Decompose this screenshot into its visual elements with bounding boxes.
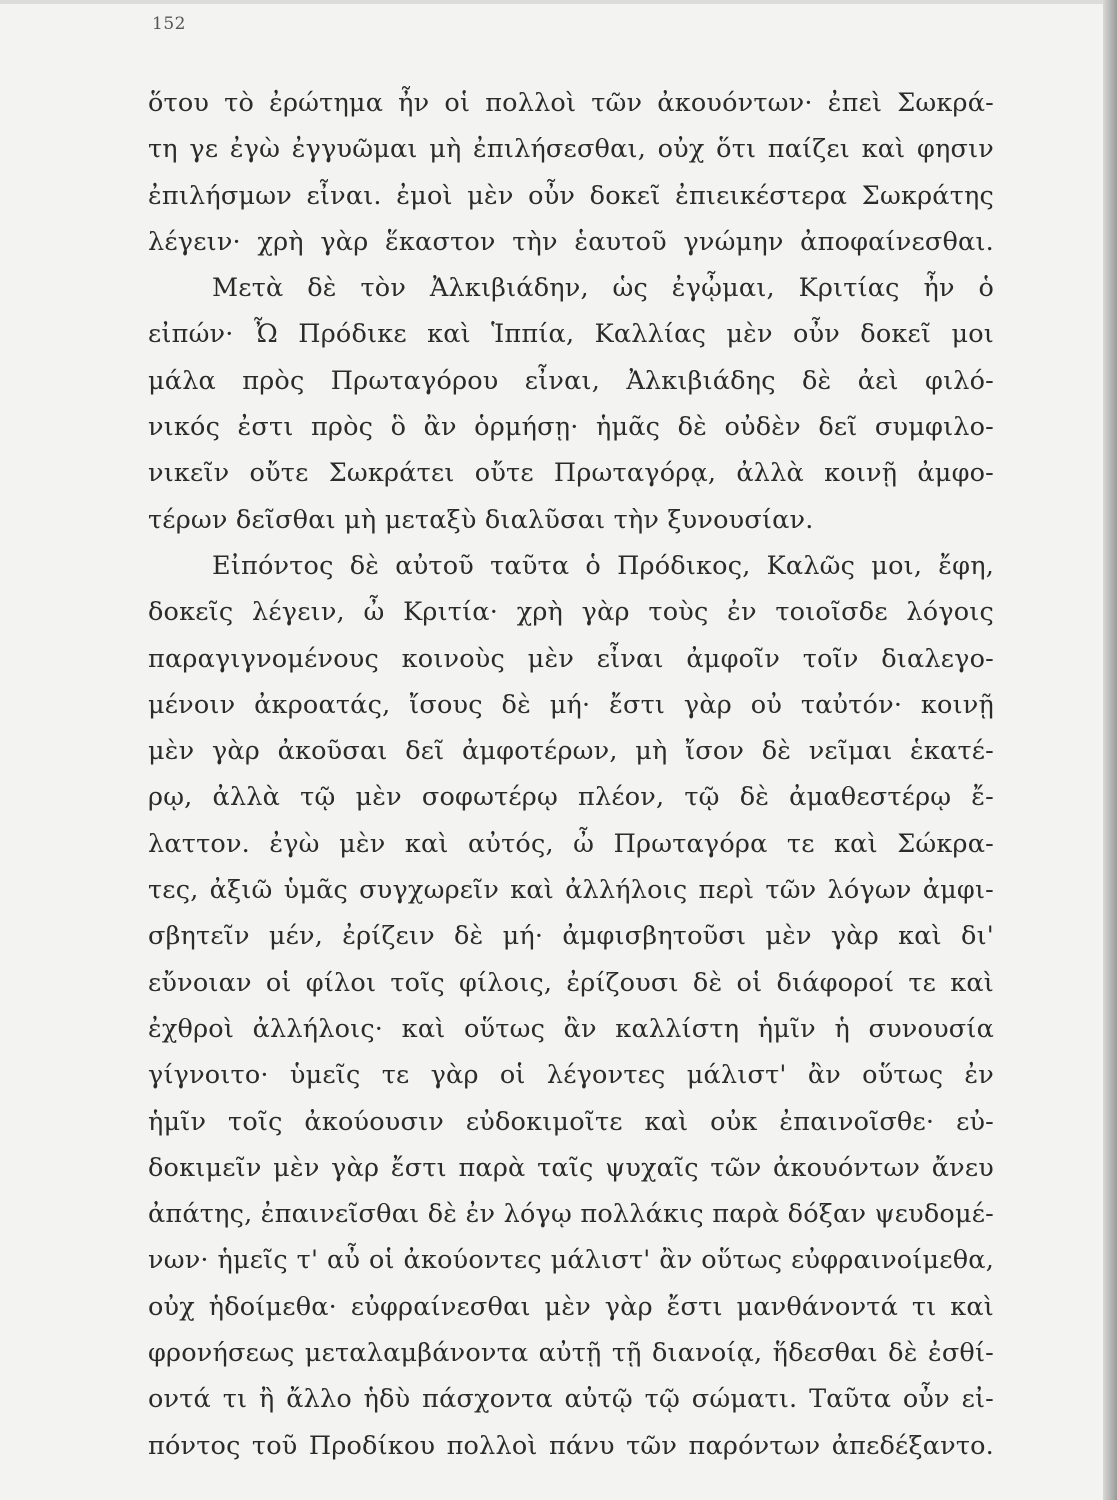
text-line: φρονήσεως μεταλαμβάνοντα αὐτῇ τῇ διανοίᾳ, ἥδεσθαι δὲ ἐσθί-: [148, 1338, 994, 1369]
text-line: μάλα πρὸς Πρωταγόρου εἶναι, Ἀλκιβιάδης δὲ ἀεὶ φιλό-: [148, 365, 994, 396]
text-line: μὲν γὰρ ἀκοῦσαι δεῖ ἀμφοτέρων, μὴ ἴσον δὲ νεῖμαι ἑκατέ-: [148, 736, 994, 767]
paragraph-start-line: Μετὰ δὲ τὸν Ἀλκιβιάδην, ὡς ἐγᾦμαι, Κριτίας ἦν ὁ: [212, 273, 994, 304]
page-top-edge: [0, 0, 1117, 4]
text-line: νικός ἐστι πρὸς ὃ ἂν ὁρμήσῃ· ἡμᾶς δὲ οὐδὲν δεῖ συμφιλο-: [148, 412, 994, 443]
text-line: εὔνοιαν οἱ φίλοι τοῖς φίλοις, ἐρίζουσι δὲ οἱ διάφοροί τε καὶ: [148, 967, 994, 998]
page-number: 152: [152, 14, 186, 34]
text-line: γίγνοιτο· ὑμεῖς τε γὰρ οἱ λέγοντες μάλιστ' ἂν οὕτως ἐν: [148, 1060, 994, 1091]
paragraph-start-line: Εἰπόντος δὲ αὐτοῦ ταῦτα ὁ Πρόδικος, Καλῶς μοι, ἔφη,: [212, 550, 994, 581]
text-line: λέγειν· χρὴ γὰρ ἕκαστον τὴν ἑαυτοῦ γνώμην ἀποφαίνεσθαι.: [148, 226, 994, 257]
text-line: σβητεῖν μέν, ἐρίζειν δὲ μή· ἀμφισβητοῦσι μὲν γὰρ καὶ δι': [148, 921, 994, 952]
text-line: ρῳ, ἀλλὰ τῷ μὲν σοφωτέρῳ πλέον, τῷ δὲ ἀμαθεστέρῳ ἔ-: [148, 782, 994, 813]
text-line: παραγιγνομένους κοινοὺς μὲν εἶναι ἀμφοῖν τοῖν διαλεγο-: [148, 643, 994, 674]
text-line: τη γε ἐγὼ ἐγγυῶμαι μὴ ἐπιλήσεσθαι, οὐχ ὅτι παίζει καὶ φησιν: [148, 134, 994, 165]
text-line: ἀπάτης, ἐπαινεῖσθαι δὲ ἐν λόγῳ πολλάκις παρὰ δόξαν ψευδομέ-: [148, 1199, 994, 1230]
text-line: μένοιν ἀκροατάς, ἴσους δὲ μή· ἔστι γὰρ οὐ ταὐτόν· κοινῇ: [148, 689, 994, 720]
text-line: εἰπών· Ὦ Πρόδικε καὶ Ἱππία, Καλλίας μὲν οὖν δοκεῖ μοι: [148, 319, 994, 350]
text-line: οντά τι ἢ ἄλλο ἡδὺ πάσχοντα αὐτῷ τῷ σώματι. Ταῦτα οὖν εἰ-: [148, 1384, 994, 1415]
text-line: ἐπιλήσμων εἶναι. ἐμοὶ μὲν οὖν δοκεῖ ἐπιεικέστερα Σωκράτης: [148, 180, 994, 211]
text-line: νικεῖν οὔτε Σωκράτει οὔτε Πρωταγόρᾳ, ἀλλὰ κοινῇ ἀμφο-: [148, 458, 994, 489]
text-line: τες, ἀξιῶ ὑμᾶς συγχωρεῖν καὶ ἀλλήλοις περὶ τῶν λόγων ἀμφι-: [148, 875, 994, 906]
page-right-edge: [1103, 0, 1117, 1500]
paragraph-end-line: πόντος τοῦ Προδίκου πολλοὶ πάνυ τῶν παρόντων ἀπεδέξαντο.: [148, 1430, 994, 1461]
text-line: νων· ἡμεῖς τ' αὖ οἱ ἀκούοντες μάλιστ' ἂν οὕτως εὐφραινοίμεθα,: [148, 1245, 994, 1276]
text-line: λαττον. ἐγὼ μὲν καὶ αὐτός, ὦ Πρωταγόρα τε καὶ Σώκρα-: [148, 828, 994, 859]
paragraph-end-line: τέρων δεῖσθαι μὴ μεταξὺ διαλῦσαι τὴν ξυνουσίαν.: [148, 504, 814, 535]
text-line: δοκιμεῖν μὲν γὰρ ἔστι παρὰ ταῖς ψυχαῖς τῶν ἀκουόντων ἄνευ: [148, 1152, 994, 1183]
text-line: ἡμῖν τοῖς ἀκούουσιν εὐδοκιμοῖτε καὶ οὐκ ἐπαινοῖσθε· εὐ-: [148, 1106, 994, 1137]
text-line: οὐχ ἡδοίμεθα· εὐφραίνεσθαι μὲν γὰρ ἔστι μανθάνοντά τι καὶ: [148, 1291, 994, 1322]
text-line: ὅτου τὸ ἐρώτημα ἦν οἱ πολλοὶ τῶν ἀκουόντων· ἐπεὶ Σωκρά-: [148, 88, 994, 118]
body-text: [148, 80, 994, 1469]
text-line: δοκεῖς λέγειν, ὦ Κριτία· χρὴ γὰρ τοὺς ἐν τοιοῖσδε λόγοις: [148, 597, 994, 628]
text-line: ἐχθροὶ ἀλλήλοις· καὶ οὕτως ἂν καλλίστη ἡμῖν ἡ συνουσία: [148, 1013, 994, 1044]
